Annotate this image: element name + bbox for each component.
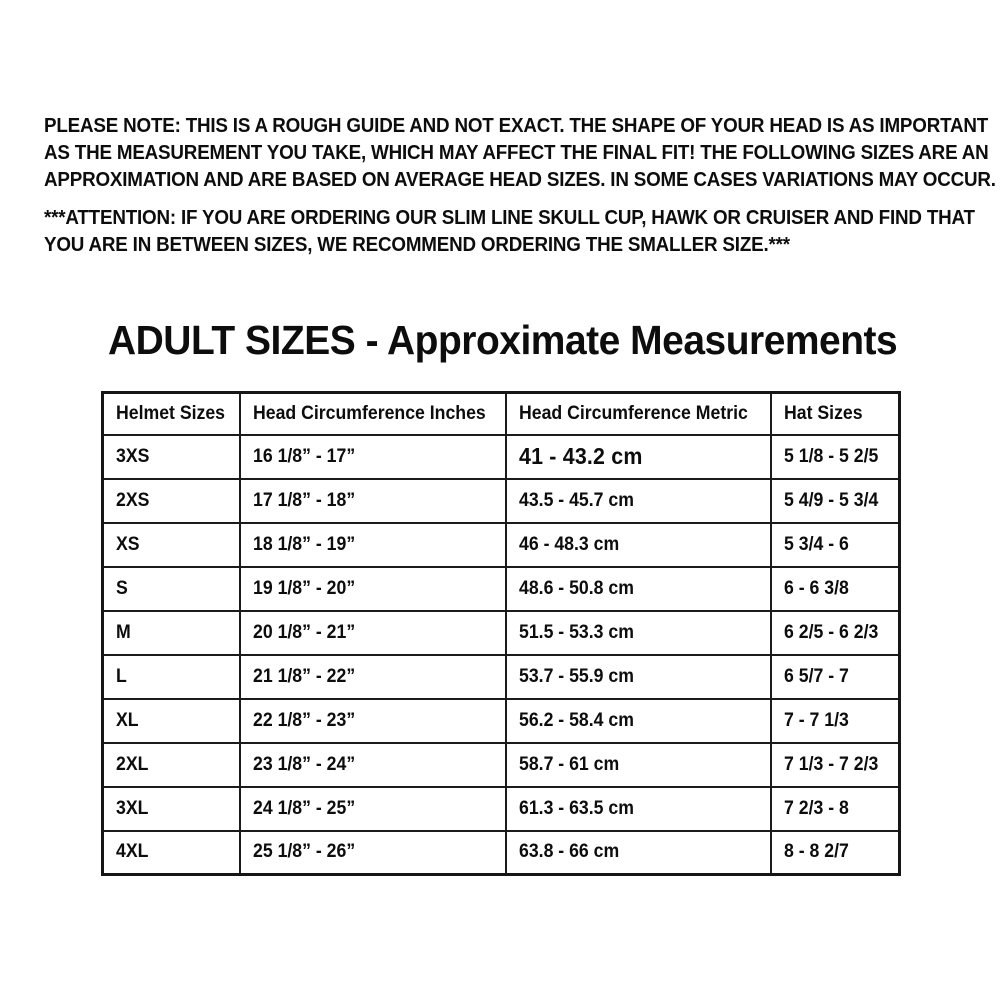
cell-text: 22 1/8” - 23” bbox=[252, 709, 355, 731]
inches-cell bbox=[240, 655, 506, 699]
hat-size-cell bbox=[771, 611, 900, 655]
helmet-size-cell bbox=[103, 435, 240, 479]
hat-size-cell bbox=[771, 787, 900, 831]
cell-text: L bbox=[116, 665, 127, 687]
helmet-size-cell bbox=[103, 831, 240, 875]
cell-text: 48.6 - 50.8 cm bbox=[518, 577, 634, 599]
cell-text: 3XS bbox=[116, 445, 150, 467]
inches-cell bbox=[240, 831, 506, 875]
hat-size-cell bbox=[771, 655, 900, 699]
cell-text: 7 - 7 1/3 bbox=[783, 709, 849, 731]
cell-text: S bbox=[116, 577, 128, 599]
note-line: APPROXIMATION AND ARE BASED ON AVERAGE HEAD SIZES. IN SOME CASES VARIATIONS MAY OCCUR. bbox=[44, 169, 996, 191]
inches-cell bbox=[240, 611, 506, 655]
cell-text: 8 - 8 2/7 bbox=[783, 841, 849, 863]
metric-cell bbox=[506, 479, 771, 523]
cell-text: 19 1/8” - 20” bbox=[252, 577, 355, 599]
header-text: Hat Sizes bbox=[783, 402, 863, 424]
cell-text: 6 5/7 - 7 bbox=[783, 665, 849, 687]
cell-text: M bbox=[116, 621, 131, 643]
cell-text: 46 - 48.3 cm bbox=[518, 533, 619, 555]
cell-text: 24 1/8” - 25” bbox=[252, 797, 355, 819]
table-row bbox=[103, 699, 900, 743]
table-row bbox=[103, 523, 900, 567]
cell-text: 53.7 - 55.9 cm bbox=[518, 665, 634, 687]
cell-text: 3XL bbox=[116, 797, 149, 819]
inches-cell bbox=[240, 435, 506, 479]
inches-cell bbox=[240, 567, 506, 611]
note-line: AS THE MEASUREMENT YOU TAKE, WHICH MAY AFFECT THE FINAL FIT! THE FOLLOWING SIZES ARE AN bbox=[44, 142, 989, 164]
cell-text: 16 1/8” - 17” bbox=[252, 445, 355, 467]
inches-cell bbox=[240, 787, 506, 831]
cell-text: 6 - 6 3/8 bbox=[783, 577, 849, 599]
table-row bbox=[103, 567, 900, 611]
inches-cell bbox=[240, 523, 506, 567]
header-helmet-sizes bbox=[103, 393, 240, 435]
hat-size-cell bbox=[771, 831, 900, 875]
hat-size-cell bbox=[771, 699, 900, 743]
hat-size-cell bbox=[771, 567, 900, 611]
attention-line: ***ATTENTION: IF YOU ARE ORDERING OUR SLIM LINE SKULL CUP, HAWK OR CRUISER AND FIND THAT bbox=[44, 207, 975, 229]
cell-text: 5 3/4 - 6 bbox=[783, 533, 849, 555]
table-row bbox=[103, 479, 900, 523]
cell-text: 43.5 - 45.7 cm bbox=[518, 489, 634, 511]
hat-size-cell bbox=[771, 435, 900, 479]
header-hat-sizes bbox=[771, 393, 900, 435]
inches-cell bbox=[240, 743, 506, 787]
helmet-size-cell bbox=[103, 699, 240, 743]
helmet-size-cell bbox=[103, 567, 240, 611]
metric-cell bbox=[506, 655, 771, 699]
helmet-size-cell bbox=[103, 743, 240, 787]
cell-text: 58.7 - 61 cm bbox=[518, 753, 619, 775]
table-header-row bbox=[103, 393, 900, 435]
hat-size-cell bbox=[771, 743, 900, 787]
metric-cell bbox=[506, 831, 771, 875]
cell-text: XL bbox=[116, 709, 139, 731]
cell-text: 21 1/8” - 22” bbox=[252, 665, 355, 687]
cell-text: 2XL bbox=[116, 753, 149, 775]
helmet-size-cell bbox=[103, 787, 240, 831]
table-row bbox=[103, 787, 900, 831]
metric-cell bbox=[506, 611, 771, 655]
cell-text: 56.2 - 58.4 cm bbox=[518, 709, 634, 731]
header-circumference-inches bbox=[240, 393, 506, 435]
metric-cell bbox=[506, 435, 771, 479]
header-circumference-metric bbox=[506, 393, 771, 435]
table-row bbox=[103, 743, 900, 787]
note-paragraph bbox=[44, 113, 996, 194]
cell-text: 4XL bbox=[116, 841, 149, 863]
attention-line: YOU ARE IN BETWEEN SIZES, WE RECOMMEND ORDERING THE SMALLER SIZE.*** bbox=[44, 234, 790, 256]
cell-text: 7 1/3 - 7 2/3 bbox=[783, 753, 878, 775]
cell-text: 5 4/9 - 5 3/4 bbox=[783, 489, 878, 511]
hat-size-cell bbox=[771, 523, 900, 567]
helmet-size-cell bbox=[103, 479, 240, 523]
table-row bbox=[103, 831, 900, 875]
inches-cell bbox=[240, 479, 506, 523]
attention-paragraph bbox=[44, 205, 975, 259]
metric-cell bbox=[506, 743, 771, 787]
inches-cell bbox=[240, 699, 506, 743]
cell-text: 7 2/3 - 8 bbox=[783, 797, 849, 819]
header-text: Helmet Sizes bbox=[116, 402, 226, 424]
note-line: PLEASE NOTE: THIS IS A ROUGH GUIDE AND NOT EXACT. THE SHAPE OF YOUR HEAD IS AS IMPORTANT bbox=[44, 115, 989, 137]
cell-text: 17 1/8” - 18” bbox=[252, 489, 355, 511]
cell-text: 25 1/8” - 26” bbox=[252, 841, 355, 863]
page-title: ADULT SIZES - Approximate Measurements bbox=[108, 317, 898, 363]
helmet-size-cell bbox=[103, 523, 240, 567]
metric-cell bbox=[506, 523, 771, 567]
cell-text: 51.5 - 53.3 cm bbox=[518, 621, 634, 643]
cell-text: XS bbox=[116, 533, 140, 555]
cell-text: 41 - 43.2 cm bbox=[518, 443, 643, 469]
adult-sizes-table bbox=[101, 391, 901, 876]
table-row bbox=[103, 611, 900, 655]
table-row bbox=[103, 435, 900, 479]
cell-text: 5 1/8 - 5 2/5 bbox=[783, 445, 878, 467]
metric-cell bbox=[506, 699, 771, 743]
table-row bbox=[103, 655, 900, 699]
cell-text: 63.8 - 66 cm bbox=[518, 841, 619, 863]
header-text: Head Circumference Metric bbox=[518, 402, 748, 424]
cell-text: 6 2/5 - 6 2/3 bbox=[783, 621, 878, 643]
cell-text: 61.3 - 63.5 cm bbox=[518, 797, 634, 819]
helmet-size-cell bbox=[103, 611, 240, 655]
cell-text: 20 1/8” - 21” bbox=[252, 621, 355, 643]
cell-text: 18 1/8” - 19” bbox=[252, 533, 355, 555]
hat-size-cell bbox=[771, 479, 900, 523]
header-text: Head Circumference Inches bbox=[252, 402, 486, 424]
metric-cell bbox=[506, 787, 771, 831]
cell-text: 2XS bbox=[116, 489, 150, 511]
cell-text: 23 1/8” - 24” bbox=[252, 753, 355, 775]
metric-cell bbox=[506, 567, 771, 611]
helmet-size-cell bbox=[103, 655, 240, 699]
